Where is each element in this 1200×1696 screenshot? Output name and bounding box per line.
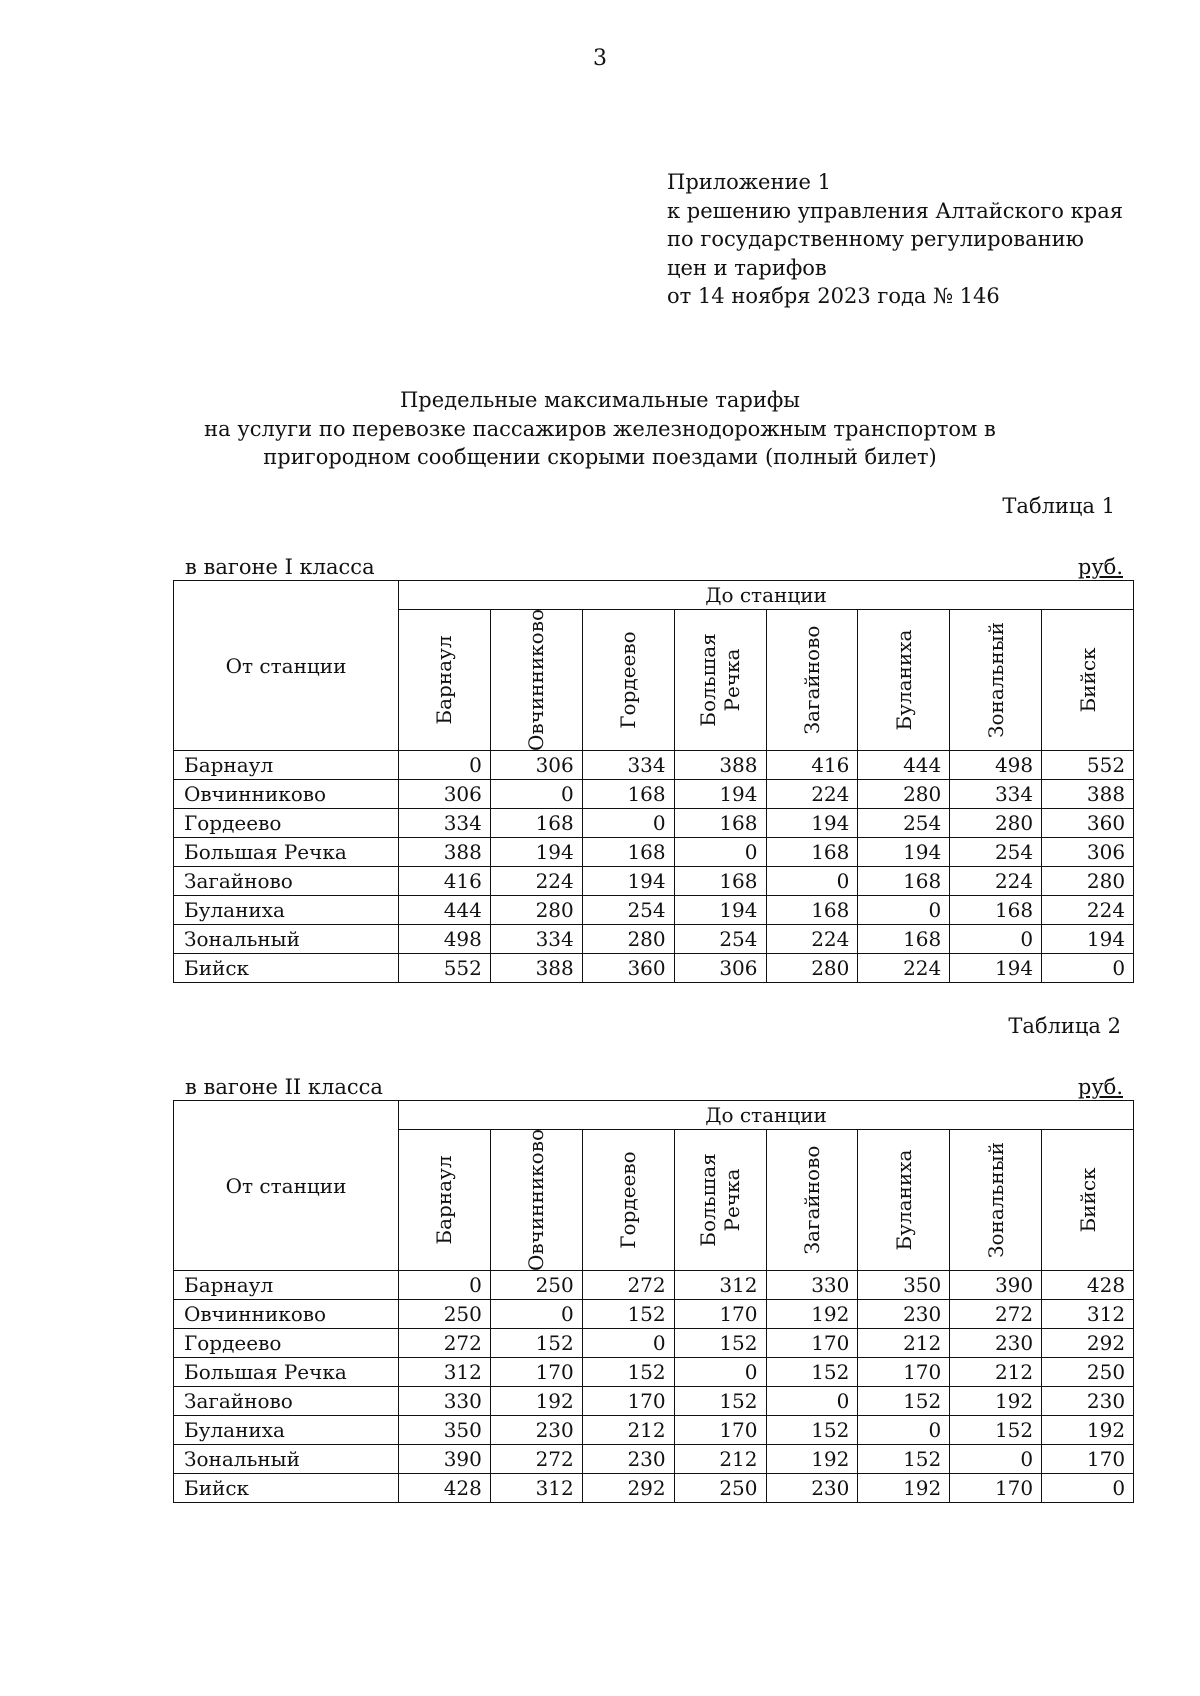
- fare-cell: 250: [1042, 1358, 1134, 1387]
- fare-cell: 212: [582, 1416, 674, 1445]
- fare-cell: 224: [1042, 896, 1134, 925]
- fare-cell: 212: [674, 1445, 766, 1474]
- fare-cell: 416: [399, 867, 491, 896]
- fare-cell: 170: [582, 1387, 674, 1416]
- fare-cell: 292: [1042, 1329, 1134, 1358]
- fare-cell: 230: [766, 1474, 858, 1503]
- table-row: [174, 867, 1134, 896]
- fare-cell: 152: [674, 1387, 766, 1416]
- fare-cell: 0: [858, 896, 950, 925]
- row-station-name: Большая Речка: [174, 1358, 399, 1387]
- row-station-name: Зональный: [174, 925, 399, 954]
- row-station-name: Зональный: [174, 1445, 399, 1474]
- table-1-caption: в вагоне I класса: [185, 555, 375, 579]
- fare-cell: 388: [490, 954, 582, 983]
- column-header-label: [800, 1146, 824, 1255]
- fare-cell: 254: [858, 809, 950, 838]
- table-row: [174, 925, 1134, 954]
- column-header-label: [800, 626, 824, 735]
- fare-cell: 350: [858, 1271, 950, 1300]
- column-header-text: Барнаул: [432, 635, 457, 725]
- fare-cell: 212: [858, 1329, 950, 1358]
- fare-cell: 170: [766, 1329, 858, 1358]
- row-station-name: Большая Речка: [174, 838, 399, 867]
- fare-cell: 272: [582, 1271, 674, 1300]
- document-title: [0, 386, 1200, 472]
- annex-line: цен и тарифов: [667, 255, 827, 280]
- column-header: [582, 1130, 674, 1271]
- fare-cell: 0: [582, 1329, 674, 1358]
- fare-cell: 312: [1042, 1300, 1134, 1329]
- fare-cell: 0: [858, 1416, 950, 1445]
- fare-cell: 306: [1042, 838, 1134, 867]
- fare-cell: 168: [950, 896, 1042, 925]
- column-header-text: Зональный: [983, 1142, 1008, 1258]
- fare-cell: 194: [674, 896, 766, 925]
- fare-cell: 194: [490, 838, 582, 867]
- column-header-label: [432, 635, 456, 724]
- fare-cell: 428: [1042, 1271, 1134, 1300]
- row-station-name: Загайново: [174, 1387, 399, 1416]
- fare-cell: 152: [582, 1358, 674, 1387]
- table-1-label: Таблица 1: [1002, 494, 1115, 518]
- column-header-text: Барнаул: [432, 1155, 457, 1245]
- column-header: [399, 610, 491, 751]
- column-header: [1042, 610, 1134, 751]
- fare-cell: 168: [582, 838, 674, 867]
- fare-cell: 360: [582, 954, 674, 983]
- fare-cell: 272: [950, 1300, 1042, 1329]
- column-header-label: [524, 1129, 548, 1271]
- column-header: [766, 610, 858, 751]
- column-header-label: [1076, 647, 1100, 712]
- fare-cell: 390: [950, 1271, 1042, 1300]
- row-station-name: Гордеево: [174, 809, 399, 838]
- fare-cell: 360: [1042, 809, 1134, 838]
- row-station-name: Буланиха: [174, 1416, 399, 1445]
- column-header-label: [616, 631, 640, 728]
- fare-cell: 194: [1042, 925, 1134, 954]
- fare-cell: 272: [490, 1445, 582, 1474]
- fare-cell: 224: [490, 867, 582, 896]
- fare-cell: 168: [490, 809, 582, 838]
- table-row: [174, 1358, 1134, 1387]
- fare-cell: 250: [490, 1271, 582, 1300]
- fare-cell: 168: [582, 780, 674, 809]
- column-header: [582, 610, 674, 751]
- column-header-label: [892, 630, 916, 731]
- fare-cell: 254: [582, 896, 674, 925]
- header-from-station: От станции: [174, 581, 399, 751]
- fare-cell: 250: [674, 1474, 766, 1503]
- table-row: [174, 809, 1134, 838]
- fare-cell: 0: [1042, 954, 1134, 983]
- annex-line: по государственному регулированию: [667, 227, 1084, 251]
- fare-cell: 152: [950, 1416, 1042, 1445]
- row-station-name: Загайново: [174, 867, 399, 896]
- fare-cell: 0: [766, 867, 858, 896]
- column-header-label: [1076, 1167, 1100, 1232]
- column-header-text: Зональный: [983, 622, 1008, 738]
- fare-cell: 428: [399, 1474, 491, 1503]
- fare-cell: 168: [674, 867, 766, 896]
- fare-cell: 230: [490, 1416, 582, 1445]
- row-station-name: Бийск: [174, 1474, 399, 1503]
- fare-cell: 152: [858, 1445, 950, 1474]
- fare-cell: 280: [950, 809, 1042, 838]
- column-header: [490, 610, 582, 751]
- fare-cell: 416: [766, 751, 858, 780]
- fare-cell: 168: [674, 809, 766, 838]
- fare-cell: 194: [582, 867, 674, 896]
- fare-cell: 552: [1042, 751, 1134, 780]
- column-header-text: Буланиха: [891, 1149, 916, 1251]
- title-line: Предельные максимальные тарифы: [399, 388, 801, 412]
- table-2-unit: руб.: [1077, 1075, 1123, 1099]
- column-header-text: Гордеево: [616, 1151, 641, 1249]
- fare-cell: 272: [399, 1329, 491, 1358]
- fare-cell: 0: [950, 1445, 1042, 1474]
- row-station-name: Овчинниково: [174, 1300, 399, 1329]
- table-row: [174, 1300, 1134, 1329]
- fare-cell: 152: [674, 1329, 766, 1358]
- row-station-name: Гордеево: [174, 1329, 399, 1358]
- fare-cell: 224: [950, 867, 1042, 896]
- column-header-text: Овчинниково: [524, 1128, 549, 1272]
- fare-cell: 280: [766, 954, 858, 983]
- fare-cell: 170: [858, 1358, 950, 1387]
- annex-line: Приложение 1: [667, 170, 831, 194]
- fare-cell: 224: [766, 780, 858, 809]
- fare-cell: 388: [1042, 780, 1134, 809]
- fare-cell: 552: [399, 954, 491, 983]
- fare-cell: 192: [766, 1300, 858, 1329]
- table-row: [174, 1387, 1134, 1416]
- fare-table-2: [173, 1100, 1134, 1503]
- fare-cell: 306: [399, 780, 491, 809]
- table-2-caption: в вагоне II класса: [185, 1075, 383, 1099]
- fare-cell: 0: [582, 809, 674, 838]
- fare-cell: 194: [858, 838, 950, 867]
- fare-cell: 230: [950, 1329, 1042, 1358]
- fare-cell: 192: [1042, 1416, 1134, 1445]
- fare-cell: 388: [399, 838, 491, 867]
- annex-line: к решению управления Алтайского края: [667, 198, 1123, 223]
- column-header: [674, 610, 766, 751]
- column-header: [674, 1130, 766, 1271]
- fare-cell: 230: [1042, 1387, 1134, 1416]
- fare-cell: 0: [490, 780, 582, 809]
- column-header-text: Речка: [720, 648, 745, 712]
- table-row: [174, 896, 1134, 925]
- fare-cell: 152: [490, 1329, 582, 1358]
- fare-cell: 0: [674, 838, 766, 867]
- fare-cell: 390: [399, 1445, 491, 1474]
- annex-line: от 14 ноября 2023 года № 146: [667, 284, 1000, 308]
- fare-cell: 224: [766, 925, 858, 954]
- fare-cell: 0: [1042, 1474, 1134, 1503]
- column-header: [1042, 1130, 1134, 1271]
- fare-cell: 152: [858, 1387, 950, 1416]
- fare-cell: 170: [950, 1474, 1042, 1503]
- fare-cell: 194: [950, 954, 1042, 983]
- row-station-name: Барнаул: [174, 1271, 399, 1300]
- row-station-name: Бийск: [174, 954, 399, 983]
- header-to-station: До станции: [399, 1101, 1134, 1130]
- table-2-label: Таблица 2: [1008, 1014, 1121, 1038]
- row-station-name: Буланиха: [174, 896, 399, 925]
- fare-cell: 194: [766, 809, 858, 838]
- fare-cell: 334: [950, 780, 1042, 809]
- column-header-label: [432, 1155, 456, 1244]
- fare-cell: 194: [674, 780, 766, 809]
- table-row: [174, 1474, 1134, 1503]
- fare-cell: 350: [399, 1416, 491, 1445]
- column-header-text: Загайново: [799, 625, 824, 735]
- fare-cell: 0: [950, 925, 1042, 954]
- fare-cell: 230: [858, 1300, 950, 1329]
- fare-cell: 168: [858, 925, 950, 954]
- page-number: 3: [593, 46, 607, 71]
- column-header: [950, 1130, 1042, 1271]
- fare-cell: 230: [582, 1445, 674, 1474]
- table-1-unit: руб.: [1077, 555, 1123, 579]
- fare-cell: 192: [950, 1387, 1042, 1416]
- fare-cell: 0: [674, 1358, 766, 1387]
- fare-cell: 152: [766, 1358, 858, 1387]
- fare-cell: 170: [674, 1300, 766, 1329]
- table-row: [174, 954, 1134, 983]
- fare-cell: 498: [950, 751, 1042, 780]
- column-header-text: Бийск: [1075, 647, 1100, 713]
- column-header-label: [892, 1150, 916, 1251]
- column-header-text: Большая: [696, 1153, 721, 1247]
- column-header-label: [616, 1151, 640, 1248]
- fare-cell: 0: [766, 1387, 858, 1416]
- fare-cell: 254: [950, 838, 1042, 867]
- table-row: [174, 1271, 1134, 1300]
- fare-cell: 334: [490, 925, 582, 954]
- column-header-label: [696, 1153, 744, 1246]
- row-station-name: Барнаул: [174, 751, 399, 780]
- column-header: [858, 610, 950, 751]
- column-header: [858, 1130, 950, 1271]
- table-row: [174, 838, 1134, 867]
- fare-cell: 168: [858, 867, 950, 896]
- column-header-text: Большая: [696, 633, 721, 727]
- column-header: [399, 1130, 491, 1271]
- title-line: пригородном сообщении скорыми поездами (полный билет): [263, 445, 937, 469]
- column-header-text: Гордеево: [616, 631, 641, 729]
- fare-table-1: [173, 580, 1134, 983]
- fare-cell: 0: [399, 1271, 491, 1300]
- fare-cell: 152: [766, 1416, 858, 1445]
- fare-cell: 168: [766, 896, 858, 925]
- column-header-label: [984, 622, 1008, 738]
- fare-cell: 280: [490, 896, 582, 925]
- fare-cell: 292: [582, 1474, 674, 1503]
- fare-cell: 280: [858, 780, 950, 809]
- fare-cell: 170: [674, 1416, 766, 1445]
- header-to-station: До станции: [399, 581, 1134, 610]
- fare-cell: 444: [858, 751, 950, 780]
- fare-cell: 0: [490, 1300, 582, 1329]
- title-line: на услуги по перевозке пассажиров железнодорожным транспортом в: [204, 416, 996, 441]
- fare-cell: 170: [490, 1358, 582, 1387]
- column-header: [766, 1130, 858, 1271]
- fare-cell: 224: [858, 954, 950, 983]
- table-row: [174, 1445, 1134, 1474]
- fare-cell: 170: [1042, 1445, 1134, 1474]
- fare-cell: 168: [766, 838, 858, 867]
- fare-cell: 192: [490, 1387, 582, 1416]
- fare-cell: 330: [766, 1271, 858, 1300]
- fare-cell: 330: [399, 1387, 491, 1416]
- fare-cell: 334: [399, 809, 491, 838]
- annex-block: [667, 168, 1123, 311]
- row-station-name: Овчинниково: [174, 780, 399, 809]
- fare-cell: 312: [399, 1358, 491, 1387]
- table-row: [174, 1416, 1134, 1445]
- fare-cell: 192: [766, 1445, 858, 1474]
- fare-cell: 306: [490, 751, 582, 780]
- fare-cell: 254: [674, 925, 766, 954]
- header-from-station: От станции: [174, 1101, 399, 1271]
- fare-cell: 334: [582, 751, 674, 780]
- fare-cell: 250: [399, 1300, 491, 1329]
- fare-cell: 280: [582, 925, 674, 954]
- column-header-label: [696, 633, 744, 726]
- fare-cell: 312: [674, 1271, 766, 1300]
- column-header-label: [984, 1142, 1008, 1258]
- column-header: [490, 1130, 582, 1271]
- column-header-label: [524, 609, 548, 751]
- column-header-text: Овчинниково: [524, 608, 549, 752]
- column-header-text: Загайново: [799, 1145, 824, 1255]
- fare-cell: 498: [399, 925, 491, 954]
- fare-cell: 192: [858, 1474, 950, 1503]
- fare-cell: 312: [490, 1474, 582, 1503]
- fare-cell: 0: [399, 751, 491, 780]
- table-row: [174, 1329, 1134, 1358]
- column-header-text: Бийск: [1075, 1167, 1100, 1233]
- fare-cell: 280: [1042, 867, 1134, 896]
- table-row: [174, 780, 1134, 809]
- column-header-text: Речка: [720, 1168, 745, 1232]
- table-row: [174, 751, 1134, 780]
- fare-cell: 306: [674, 954, 766, 983]
- column-header-text: Буланиха: [891, 629, 916, 731]
- fare-cell: 388: [674, 751, 766, 780]
- fare-cell: 444: [399, 896, 491, 925]
- fare-cell: 212: [950, 1358, 1042, 1387]
- fare-cell: 152: [582, 1300, 674, 1329]
- column-header: [950, 610, 1042, 751]
